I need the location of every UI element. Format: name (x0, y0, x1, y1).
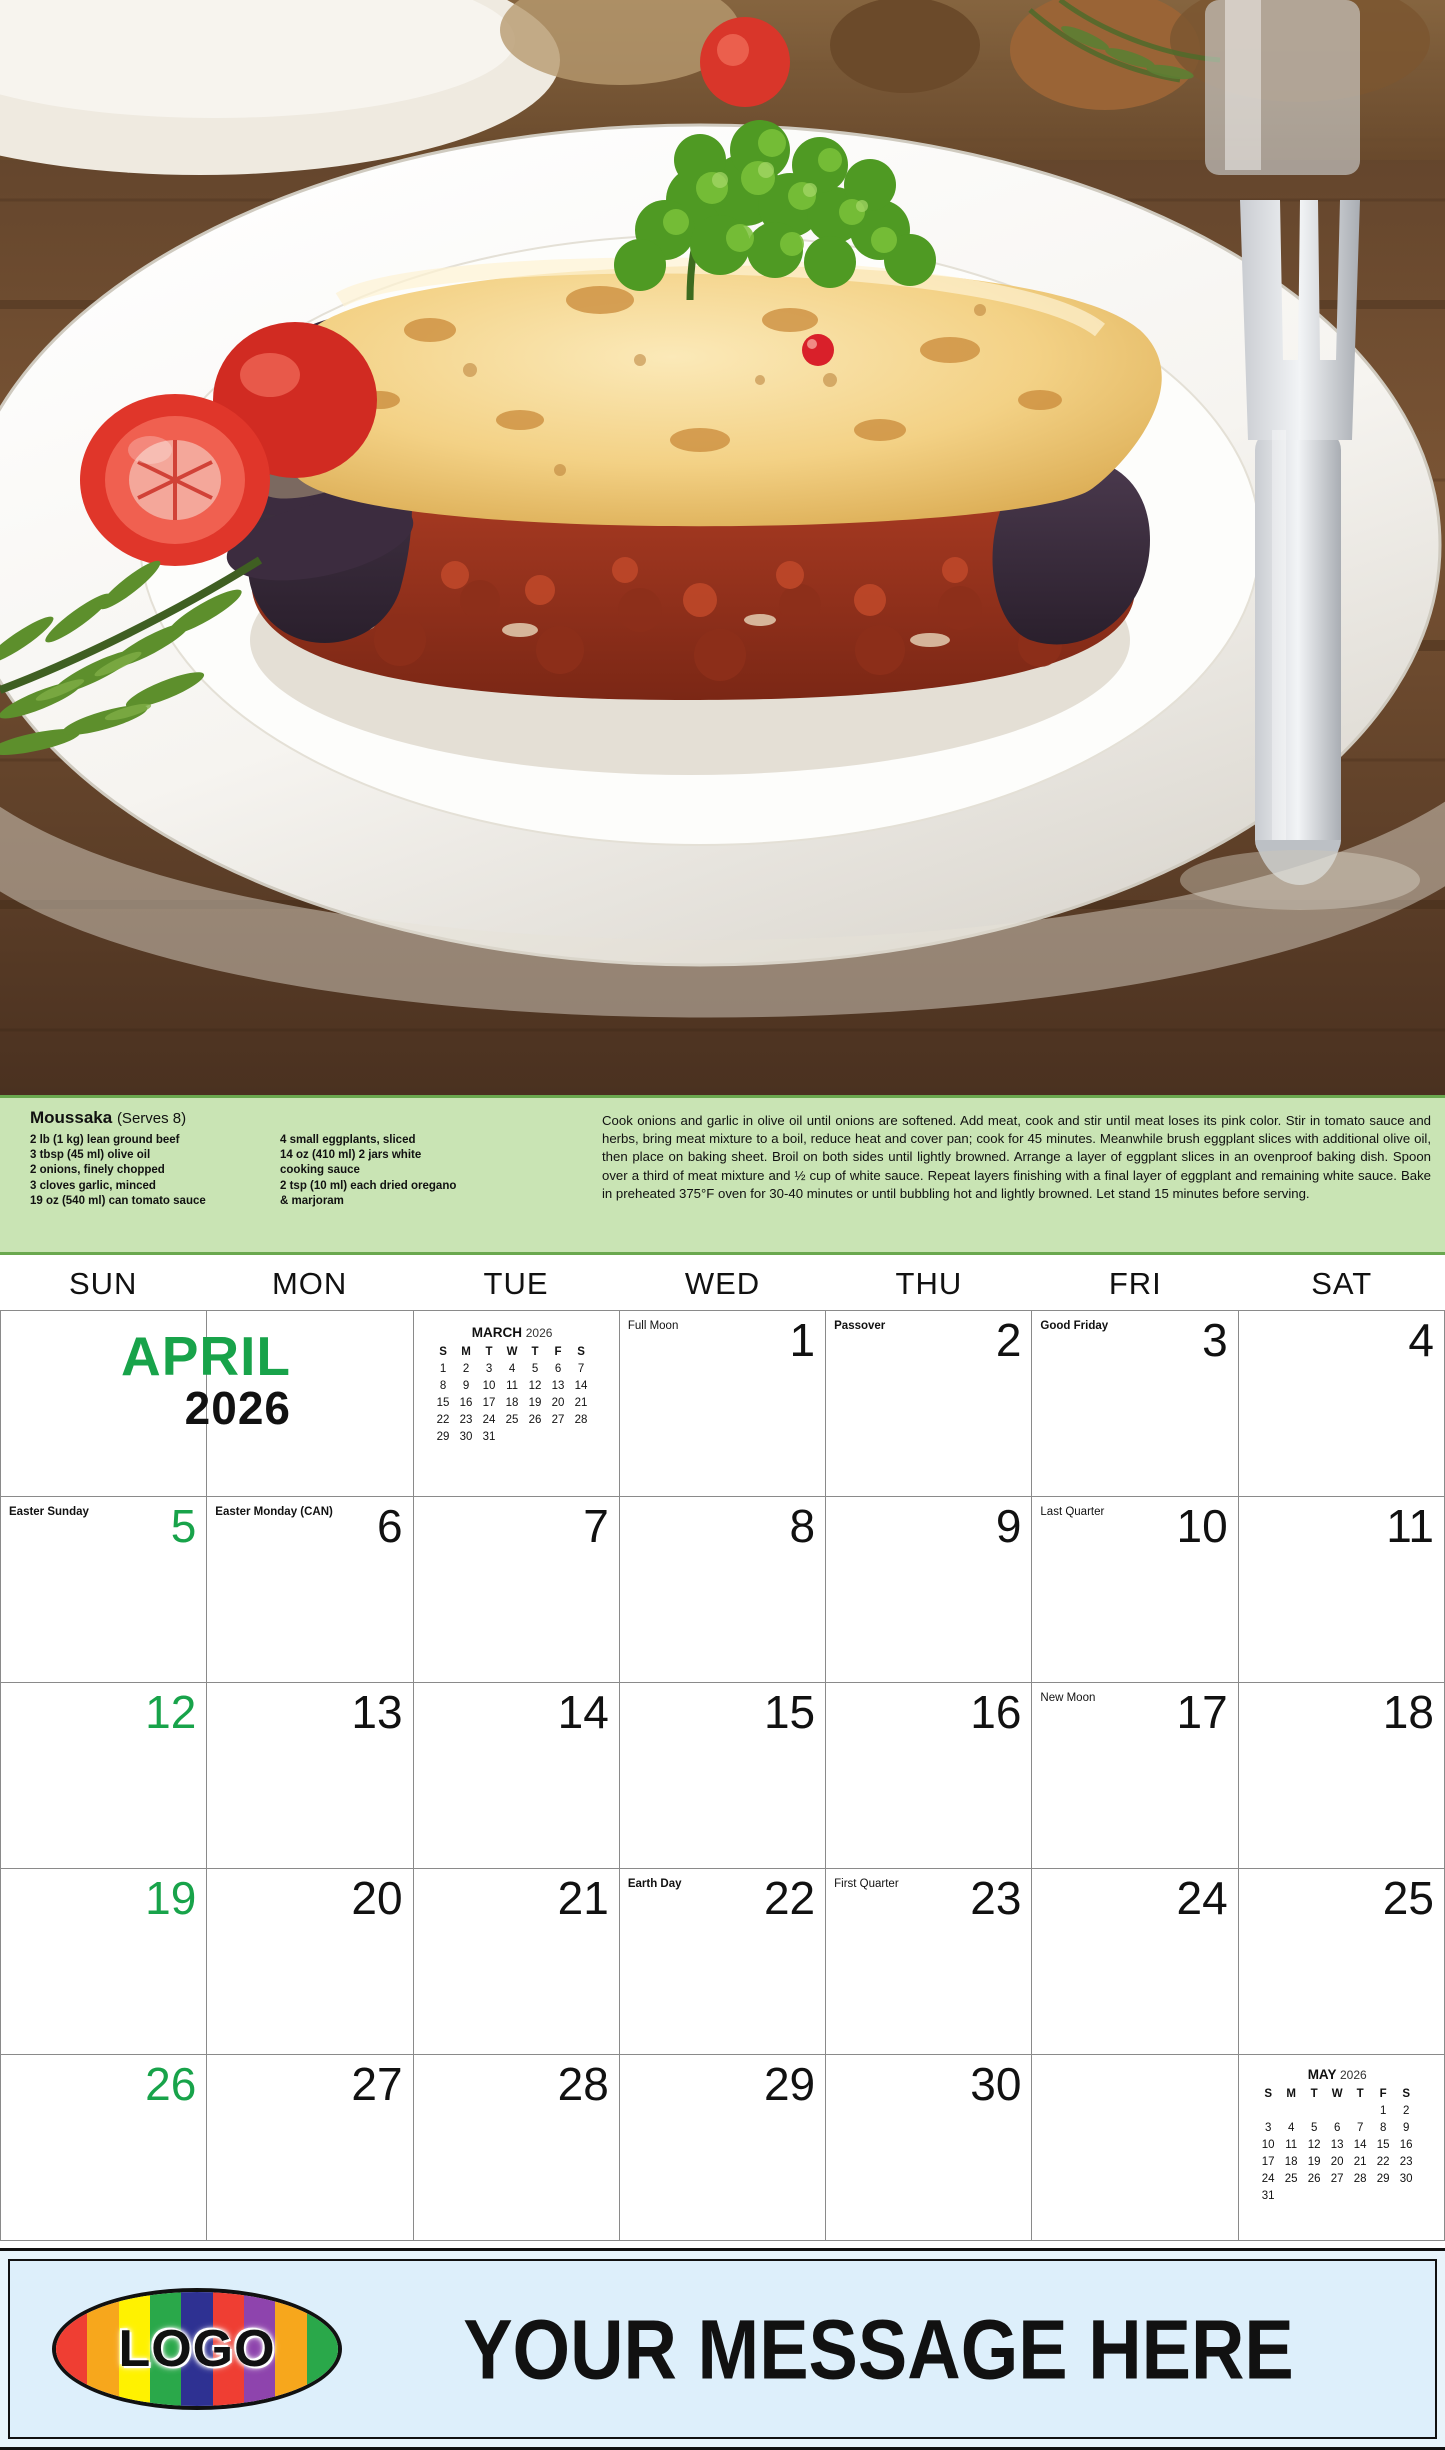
mini-day: 18 (1284, 2155, 1298, 2168)
mini-day (1372, 2187, 1395, 2204)
mini-day: 19 (1307, 2155, 1321, 2168)
mini-dow: M (1286, 2087, 1296, 2100)
ingredient-item: 19 oz (540 ml) can tomato sauce (30, 1194, 206, 1207)
day-number: 2 (995, 1314, 1022, 1366)
day-event: Earth Day (627, 1878, 682, 1890)
mini-day: 14 (1353, 2138, 1367, 2151)
calendar-day-cell[interactable] (826, 1869, 1032, 2055)
day-event: Passover (834, 1320, 886, 1332)
mini-dow: S (439, 1345, 447, 1358)
calendar-day-cell[interactable] (1032, 1869, 1238, 2055)
mini-day: 18 (505, 1396, 519, 1409)
calendar-day-cell[interactable] (207, 1683, 413, 1869)
mini-dow: F (1379, 2087, 1387, 2100)
mini-day: 24 (482, 1413, 496, 1426)
ingredient-item: 2 lb (1 kg) lean ground beef (30, 1134, 180, 1146)
mini-day: 20 (551, 1396, 565, 1409)
calendar-week-row (0, 1869, 1445, 2055)
day-number: 10 (1176, 1500, 1228, 1552)
weekday-wed: WED (684, 1266, 761, 1301)
mini-day: 21 (1353, 2155, 1367, 2168)
calendar-day-cell[interactable] (1239, 2055, 1445, 2241)
calendar-day-cell[interactable] (826, 1683, 1032, 1869)
mini-day: 12 (528, 1379, 542, 1392)
mini-day (1349, 2187, 1372, 2204)
day-number: 25 (1382, 1872, 1434, 1924)
day-number: 7 (583, 1500, 609, 1552)
day-number: 23 (970, 1872, 1022, 1924)
mini-day: 9 (1402, 2121, 1410, 2134)
mini-day: 19 (528, 1396, 542, 1409)
day-event: Easter Sunday (9, 1506, 89, 1518)
ingredient-item: 14 oz (410 ml) 2 jars white (280, 1149, 422, 1162)
calendar-day-cell[interactable] (0, 1869, 207, 2055)
mini-day: 1 (1379, 2104, 1387, 2117)
mini-day: 6 (554, 1362, 562, 1375)
mini-day: 8 (439, 1379, 447, 1392)
mini-day: 1 (439, 1362, 447, 1375)
calendar-day-cell[interactable] (0, 1311, 291, 1497)
day-number: 26 (145, 2058, 197, 2110)
day-number: 15 (763, 1686, 816, 1738)
mini-day: 12 (1307, 2138, 1321, 2151)
ingredient-item: 2 tsp (10 ml) each dried oregano (280, 1179, 457, 1192)
mini-day: 10 (482, 1379, 496, 1392)
calendar-week-row (0, 1497, 1445, 1683)
calendar-day-cell[interactable] (620, 1311, 826, 1497)
mini-day: 2 (462, 1362, 470, 1375)
mini-day: 15 (1376, 2138, 1390, 2151)
calendar-day-cell[interactable] (414, 1683, 620, 1869)
calendar-day-cell[interactable] (414, 1311, 620, 1497)
month-title-block (1, 1311, 291, 1496)
mini-day: 27 (551, 1413, 565, 1426)
mini-day: 9 (462, 1379, 470, 1392)
ingredient-item: cooking sauce (280, 1164, 360, 1177)
mini-day: 31 (1261, 2189, 1275, 2202)
calendar-day-cell[interactable] (207, 1497, 413, 1683)
mini-day (1349, 2102, 1372, 2119)
mini-day: 13 (551, 1379, 565, 1392)
mini-day: 25 (1284, 2172, 1298, 2185)
mini-day: 21 (574, 1396, 588, 1409)
mini-day (547, 1428, 570, 1445)
mini-day: 30 (459, 1430, 473, 1443)
mini-day: 2 (1402, 2104, 1410, 2117)
day-number: 21 (557, 1872, 609, 1924)
day-number: 19 (145, 1872, 197, 1924)
mini-month-may (1257, 2067, 1418, 2204)
mini-day: 25 (505, 1413, 519, 1426)
ingredient-item: 3 cloves garlic, minced (30, 1179, 156, 1192)
mini-day: 16 (459, 1396, 473, 1409)
calendar-day-cell[interactable] (0, 1683, 207, 1869)
mini-day: 20 (1330, 2155, 1344, 2168)
calendar-day-cell[interactable] (620, 1497, 826, 1683)
mini-day (1280, 2187, 1303, 2204)
mini-month-name: MARCH (471, 1325, 522, 1340)
calendar-day-cell[interactable] (826, 1311, 1032, 1497)
day-number: 29 (763, 2058, 816, 2110)
calendar-day-cell[interactable] (1032, 1497, 1238, 1683)
day-number: 9 (995, 1500, 1022, 1552)
day-number: 4 (1408, 1314, 1434, 1366)
recipe-band (0, 1095, 1445, 1255)
recipe-title (30, 1108, 590, 1128)
calendar-day-cell[interactable] (620, 1869, 826, 2055)
recipe-photo (0, 0, 1445, 1095)
mini-day: 15 (436, 1396, 450, 1409)
month-name: APRIL (121, 1325, 291, 1387)
day-number: 28 (557, 2058, 609, 2110)
mini-month-name: MAY (1307, 2067, 1337, 2082)
day-number: 12 (145, 1686, 197, 1738)
mini-day: 4 (1287, 2121, 1295, 2134)
mini-day (524, 1428, 547, 1445)
calendar-day-cell[interactable] (1239, 1683, 1445, 1869)
day-number: 20 (351, 1872, 403, 1924)
weekday-mon: MON (271, 1266, 348, 1301)
ingredient-item: 3 tbsp (45 ml) olive oil (30, 1149, 151, 1162)
mini-month-year: 2026 (1339, 2068, 1367, 2082)
mini-day: 14 (574, 1379, 588, 1392)
day-number: 22 (763, 1872, 816, 1924)
weekday-sat: SAT (1311, 1266, 1373, 1301)
logo-text: LOGO (118, 2320, 276, 2378)
day-event: Last Quarter (1040, 1506, 1105, 1518)
day-number: 18 (1382, 1686, 1434, 1738)
calendar-day-cell[interactable] (414, 1869, 620, 2055)
mini-dow: S (577, 1345, 585, 1358)
mini-day: 3 (1264, 2121, 1272, 2134)
mini-day: 16 (1399, 2138, 1413, 2151)
day-number: 1 (789, 1314, 816, 1366)
day-event: Full Moon (627, 1320, 679, 1332)
mini-day: 11 (506, 1379, 519, 1392)
mini-day: 3 (485, 1362, 493, 1375)
mini-dow: F (554, 1345, 562, 1358)
calendar-day-cell[interactable] (826, 1497, 1032, 1683)
mini-day: 22 (1376, 2155, 1390, 2168)
day-number: 24 (1176, 1872, 1228, 1924)
mini-day (570, 1428, 593, 1445)
mini-day: 23 (459, 1413, 473, 1426)
calendar-day-cell[interactable] (414, 2055, 620, 2241)
mini-day (501, 1428, 524, 1445)
day-number: 30 (970, 2058, 1022, 2110)
day-number: 27 (351, 2058, 403, 2110)
mini-day: 29 (1376, 2172, 1390, 2185)
mini-day (1303, 2187, 1326, 2204)
mini-day: 4 (508, 1362, 516, 1375)
logo-placeholder[interactable] (52, 2288, 342, 2410)
mini-day: 22 (436, 1413, 450, 1426)
day-event: Good Friday (1040, 1320, 1109, 1332)
day-number: 14 (557, 1686, 609, 1738)
mini-day (1326, 2102, 1349, 2119)
calendar-day-cell[interactable] (1239, 1311, 1445, 1497)
calendar-day-cell[interactable] (414, 1497, 620, 1683)
ingredient-item: 4 small eggplants, sliced (280, 1134, 416, 1146)
calendar-day-cell[interactable] (207, 2055, 413, 2241)
weekday-header-row (0, 1258, 1445, 1310)
mini-day: 7 (577, 1362, 585, 1375)
weekday-sun: SUN (68, 1266, 138, 1301)
mini-dow: W (1331, 2087, 1343, 2100)
day-event: New Moon (1040, 1692, 1096, 1704)
day-number: 5 (170, 1500, 197, 1552)
recipe-ingredients-block (30, 1108, 590, 1209)
calendar-week-row (0, 1683, 1445, 1869)
mini-day (1257, 2102, 1280, 2119)
ingredients-column-2 (280, 1133, 500, 1209)
calendar-day-cell[interactable] (1239, 1869, 1445, 2055)
day-number: 16 (970, 1686, 1022, 1738)
mini-dow: S (1264, 2087, 1273, 2100)
mini-day: 5 (531, 1362, 539, 1375)
mini-day: 8 (1379, 2121, 1387, 2134)
mini-month-year: 2026 (525, 1326, 553, 1340)
mini-day: 28 (1353, 2172, 1367, 2185)
mini-day: 31 (482, 1430, 496, 1443)
mini-dow: T (485, 1345, 493, 1358)
mini-day: 23 (1399, 2155, 1413, 2168)
mini-day: 13 (1330, 2138, 1344, 2151)
calendar-day-cell[interactable] (1032, 1683, 1238, 1869)
mini-day: 29 (436, 1430, 450, 1443)
mini-day: 26 (528, 1413, 542, 1426)
day-number: 6 (376, 1500, 403, 1552)
day-event: First Quarter (834, 1878, 899, 1890)
advertiser-message: YOUR MESSAGE HERE (463, 2301, 1294, 2397)
calendar-day-cell[interactable] (207, 1311, 413, 1497)
mini-day: 17 (482, 1396, 496, 1409)
month-year: 2026 (184, 1382, 291, 1434)
mini-dow: T (1310, 2087, 1318, 2100)
weekday-fri: FRI (1108, 1266, 1162, 1301)
mini-day: 6 (1333, 2121, 1341, 2134)
day-number: 8 (789, 1500, 816, 1552)
mini-dow: T (1356, 2087, 1364, 2100)
recipe-name: Moussaka (30, 1108, 113, 1127)
recipe-method: Cook onions and garlic in olive oil until onions are softened. Add meat, cook and stir until meat loses its pink color. Stir in tomato sauce and herbs, bring meat mixture to a boil, reduce heat and cover pan; cook for 45 minutes. Meanwhile brush eggplant slices with additional olive oil, then place on baking sheet. Broil on both sides until lightly browned. Arrange a layer of eggplant slices in an ovenproof baking dish. Spoon over a third of meat mixture and ½ cup of white sauce. Repeat layers finishing with a final layer of eggplant and remaining white sauce. Bake in preheated 375°F oven for 30-40 minutes or until bubbling hot and lightly browned. Let stand 15 minutes before serving. (602, 1113, 1431, 1201)
calendar-day-cell[interactable] (620, 1683, 826, 1869)
mini-day (1326, 2187, 1349, 2204)
mini-day: 7 (1356, 2121, 1364, 2134)
day-number: 3 (1202, 1314, 1228, 1366)
mini-day (1280, 2102, 1303, 2119)
mini-day: 11 (1285, 2138, 1298, 2151)
calendar-day-cell[interactable] (620, 2055, 826, 2241)
ingredient-item: 2 onions, finely chopped (30, 1164, 165, 1177)
day-number: 11 (1386, 1500, 1434, 1552)
day-number: 17 (1176, 1686, 1228, 1738)
calendar-day-cell[interactable] (0, 1497, 207, 1683)
mini-day: 10 (1261, 2138, 1275, 2151)
mini-month-march (432, 1325, 593, 1445)
mini-dow: T (531, 1345, 539, 1358)
calendar-day-cell[interactable] (207, 1869, 413, 2055)
day-number: 13 (351, 1686, 403, 1738)
day-event: Easter Monday (CAN) (215, 1506, 333, 1518)
calendar-day-cell[interactable] (1032, 2055, 1238, 2241)
mini-day: 27 (1330, 2172, 1344, 2185)
mini-day: 24 (1261, 2172, 1275, 2185)
mini-day: 26 (1307, 2172, 1321, 2185)
mini-dow: S (1402, 2087, 1411, 2100)
ingredient-item: & marjoram (280, 1194, 344, 1207)
mini-day: 28 (574, 1413, 588, 1426)
mini-day: 17 (1261, 2155, 1275, 2168)
recipe-serves: (Serves 8) (116, 1110, 187, 1127)
calendar-day-cell[interactable] (0, 2055, 207, 2241)
calendar-grid (0, 1258, 1445, 2248)
advertiser-footer (0, 2248, 1445, 2450)
calendar-week-row (0, 2055, 1445, 2241)
mini-day: 5 (1310, 2121, 1318, 2134)
ingredients-column-1 (30, 1133, 262, 1209)
weekday-thu: THU (895, 1266, 963, 1301)
mini-day (1303, 2102, 1326, 2119)
mini-dow: M (461, 1345, 471, 1358)
weekday-tue: TUE (483, 1266, 549, 1301)
calendar-day-cell[interactable] (826, 2055, 1032, 2241)
mini-day (1395, 2187, 1418, 2204)
calendar-day-cell[interactable] (1032, 1311, 1238, 1497)
calendar-week-row (0, 1311, 1445, 1497)
calendar-day-cell[interactable] (1239, 1497, 1445, 1683)
mini-dow: W (506, 1345, 518, 1358)
mini-day: 30 (1399, 2172, 1413, 2185)
